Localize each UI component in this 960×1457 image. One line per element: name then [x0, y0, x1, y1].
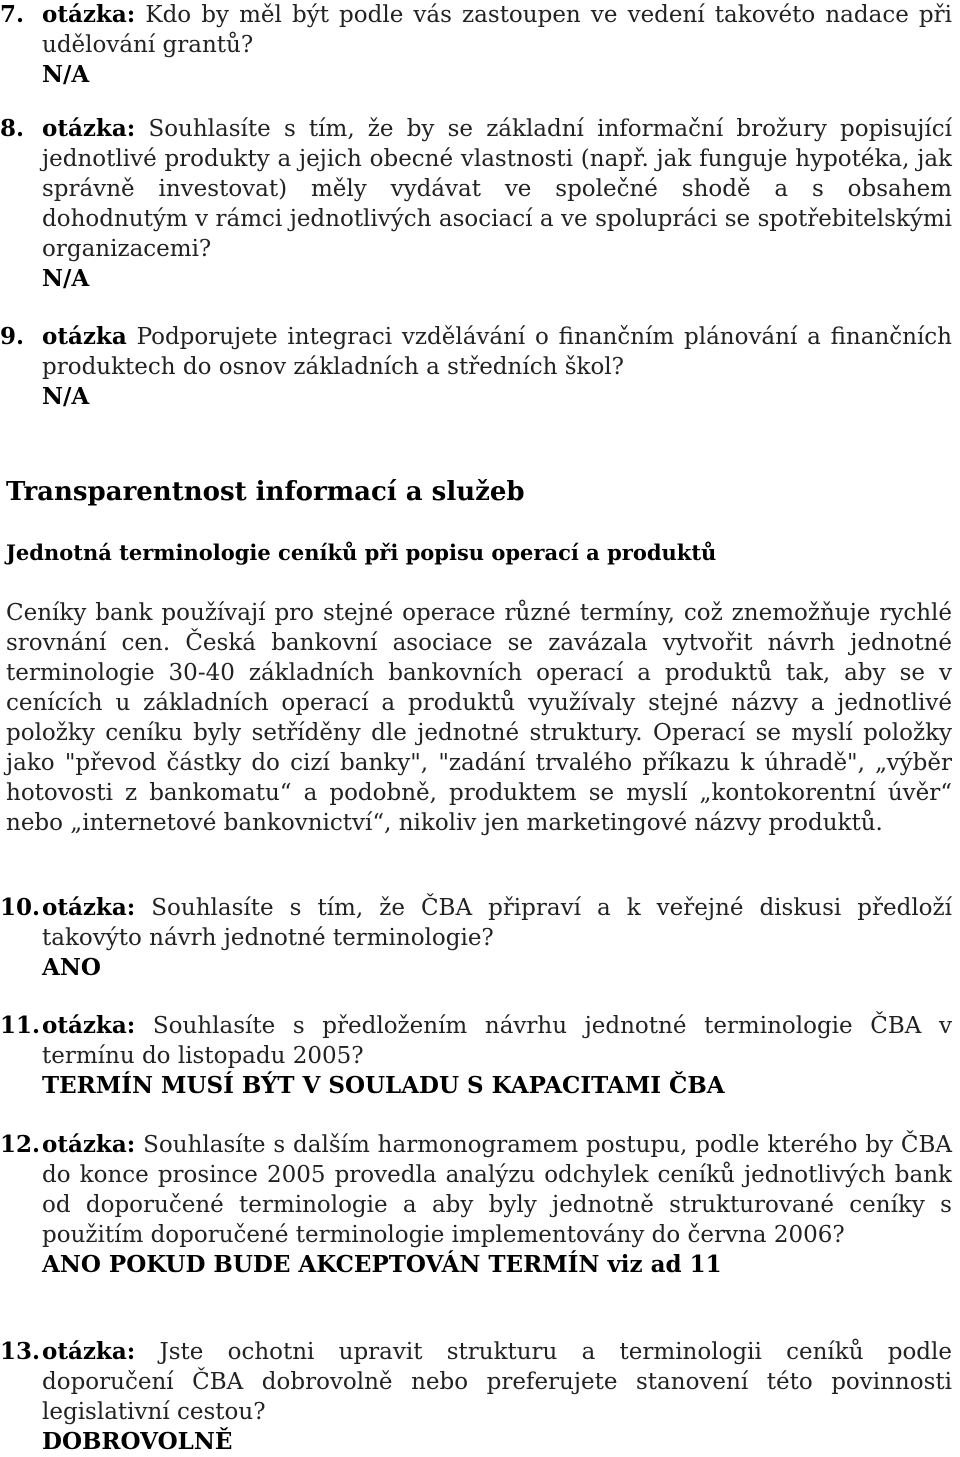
question-number: 12. — [0, 1131, 41, 1158]
question-number: 13. — [0, 1338, 41, 1365]
question-text: Souhlasíte s tím, že by se základní informační brožury popisující jednotlivé produkty a jejich obecné vlastnosti (např. jak funguje hypotéka, jak správně investovat) měly vydávat ve společné shodě a s obsahem dohodnutým v rámci jednotlivých asociací a ve spolupráci se spotřebitelskými organizacemi? — [42, 116, 953, 262]
question-answer: DOBROVOLNĚ — [42, 1428, 233, 1455]
question-13 — [0, 1337, 952, 1457]
question-text: Jste ochotni upravit strukturu a terminologii ceníků podle doporučení ČBA dobrovolně nebo preferujete stanovení této povinnosti legislativní cestou? — [42, 1339, 952, 1425]
question-answer: N/A — [42, 61, 90, 88]
question-answer: ANO — [42, 954, 101, 981]
question-number: 9. — [0, 323, 25, 350]
question-11 — [0, 1011, 952, 1101]
section-paragraph: Ceníky bank používají pro stejné operace různé termíny, což znemožňuje rychlé srovnání cen. Česká bankovní asociace se zavázala vytvořit návrh jednotné terminologie 30-40 základních bankovních operací a produktů tak, aby se v cenících u základních operací a produktů využívaly stejné názvy a jednotlivé položky ceníku byly setříděny dle jednotné struktury. Operací se myslí položky jako "převod částky do cizí banky", "zadání trvalého příkazu k úhradě", „výběr hotovosti z bankomatu“ a podobně, produktem se myslí „kontokorentní úvěr“ nebo „internetové bankovnictví“, nikoliv jen marketingové názvy produktů. — [6, 600, 952, 836]
question-keyword: otázka: — [42, 1, 136, 28]
question-keyword: otázka: — [42, 894, 136, 921]
question-answer: N/A — [42, 383, 90, 410]
question-text: Podporujete integraci vzdělávání o finančním plánování a finančních produktech do osnov základních a středních škol? — [42, 324, 952, 380]
question-text: Souhlasíte s dalším harmonogramem postupu, podle kterého by ČBA do konce prosince 2005 provedla analýzu odchylek ceníků jednotlivých bank od doporučené terminologie a aby byly jednotně strukturované ceníky s použitím doporučené terminologie implementovány do června 2006? — [42, 1132, 953, 1248]
question-8 — [0, 114, 952, 294]
question-text: Souhlasíte s tím, že ČBA připraví a k veřejné diskusi předloží takovýto návrh jednotné terminologie? — [42, 895, 953, 951]
question-keyword: otázka: — [42, 1012, 136, 1039]
question-keyword: otázka — [42, 323, 127, 350]
question-keyword: otázka: — [42, 1131, 136, 1158]
question-keyword: otázka: — [42, 1338, 136, 1365]
question-answer: N/A — [42, 265, 90, 292]
question-answer: ANO POKUD BUDE AKCEPTOVÁN TERMÍN viz ad 11 — [42, 1251, 722, 1278]
question-12 — [0, 1130, 952, 1280]
question-9 — [0, 322, 952, 412]
section-subtitle: Jednotná terminologie ceníků při popisu operací a produktů — [6, 540, 717, 565]
question-7 — [0, 0, 952, 90]
question-text: Kdo by měl být podle vás zastoupen ve vedení takovéto nadace při udělování grantů? — [42, 2, 952, 58]
question-number: 7. — [0, 1, 25, 28]
question-number: 10. — [0, 894, 41, 921]
question-answer: TERMÍN MUSÍ BÝT V SOULADU S KAPACITAMI ČBA — [42, 1072, 725, 1099]
question-number: 8. — [0, 115, 25, 142]
question-text: Souhlasíte s předložením návrhu jednotné terminologie ČBA v termínu do listopadu 2005? — [42, 1013, 953, 1069]
question-keyword: otázka: — [42, 115, 136, 142]
section-title: Transparentnost informací a služeb — [6, 477, 525, 507]
question-number: 11. — [0, 1012, 41, 1039]
question-10 — [0, 893, 952, 983]
